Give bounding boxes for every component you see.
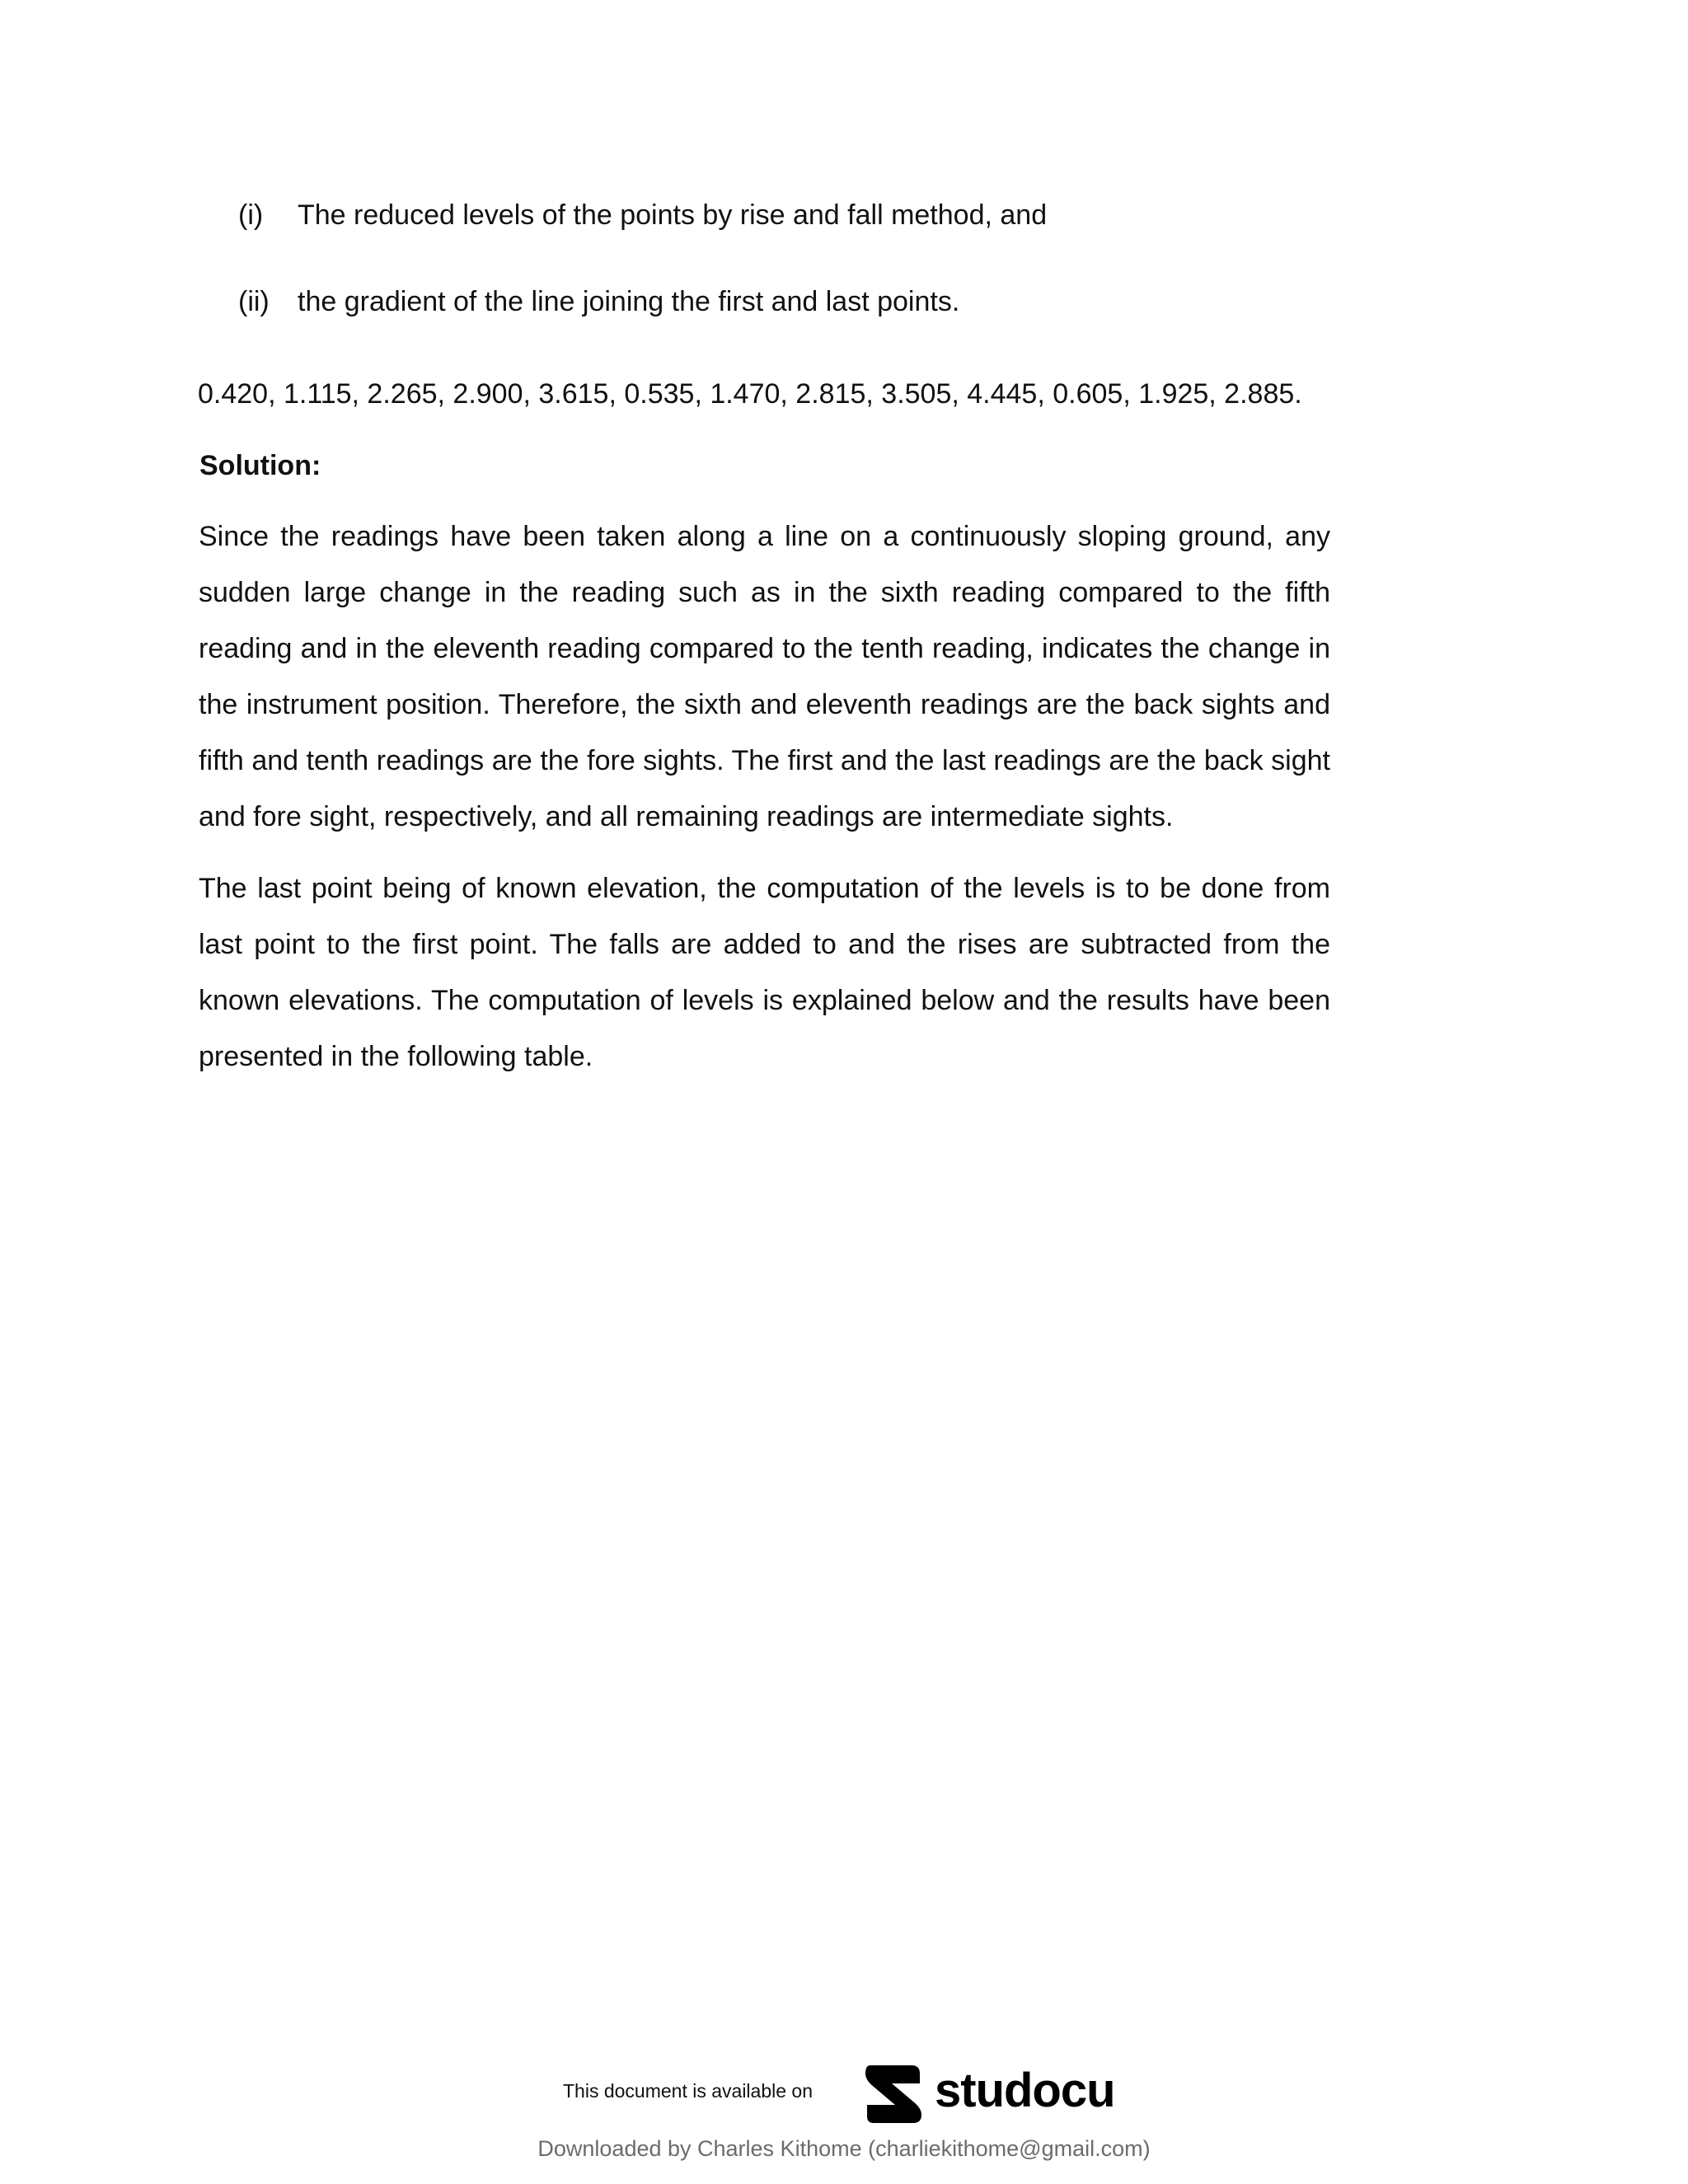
- list-item-ii: [238, 284, 959, 319]
- list-marker: (i): [238, 199, 264, 231]
- list-item-text: The reduced levels of the points by rise and fall method, and: [298, 199, 1048, 231]
- studocu-wordmark[interactable]: studocu: [935, 2064, 1115, 2117]
- solution-heading: Solution:: [199, 450, 321, 481]
- list-marker: (ii): [238, 286, 270, 317]
- solution-paragraph-1: Since the readings have been taken along a line on a continuously sloping ground, any sudden large change in the reading such as in the sixth reading compared to the fifth reading and in the eleventh reading compared to the tenth reading, indicates the change in the instrument position. Therefore, the sixth and eleventh readings are the back sights and fifth and tenth readings are the fore sights. The first and the last readings are the back sight and fore sight, respectively, and all remaining readings are intermediate sights.: [199, 521, 1330, 832]
- available-on-text: This document is available on: [563, 2080, 813, 2102]
- list-item-text: the gradient of the line joining the first and last points.: [298, 286, 960, 317]
- list-item-i: [238, 198, 1047, 232]
- readings-line: 0.420, 1.115, 2.265, 2.900, 3.615, 0.535, 1.470, 2.815, 3.505, 4.445, 0.605, 1.925, 2.885.: [198, 378, 1302, 410]
- footer-branding: [0, 2060, 1688, 2126]
- solution-paragraph-2: The last point being of known elevation, the computation of the levels is to be done from last point to the first point. The falls are added to and the rises are subtracted from the known elevations. The computation of levels is explained below and the results have been presented in the following table.: [199, 873, 1330, 1072]
- downloaded-by-text: Downloaded by Charles Kithome (charliekithome@gmail.com): [537, 2136, 1151, 2161]
- studocu-logo-icon[interactable]: [862, 2060, 926, 2126]
